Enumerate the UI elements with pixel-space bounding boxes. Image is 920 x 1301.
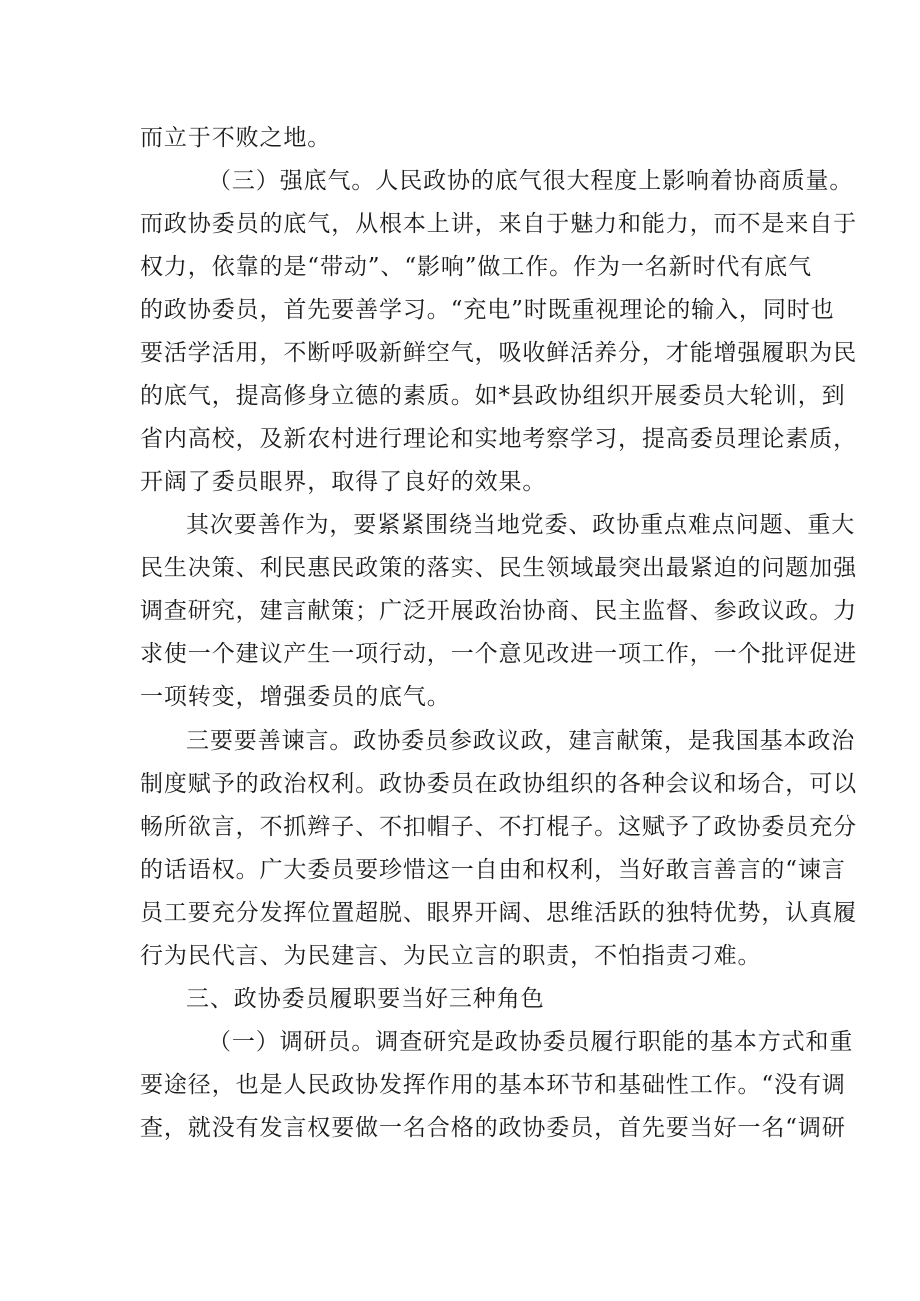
text-line: 畅所欲言，不抓辫子、不扣帽子、不打棍子。这赋予了政协委员充分 xyxy=(140,814,857,840)
paragraph-first-line: 其次要善作为，要紧紧围绕当地党委、政协重点难点问题、重大 xyxy=(186,512,856,538)
text-line: 行为民代言、为民建言、为民立言的职责，不怕指责刁难。 xyxy=(140,943,762,969)
text-line: 而立于不败之地。 xyxy=(140,125,332,151)
section-heading: 三、政协委员履职要当好三种角色 xyxy=(186,986,545,1012)
paragraph-heading-line: （三）强底气。人民政协的底气很大程度上影响着协商质量。 xyxy=(208,168,854,194)
text-line: 的底气，提高修身立德的素质。如*县政协组织开展委员大轮训，到 xyxy=(140,383,846,409)
text-line: 要活学活用，不断呼吸新鲜空气，吸收鲜活养分，才能增强履职为民 xyxy=(140,340,857,366)
text-line: 权力，依靠的是“带动”、“影响”做工作。作为一名新时代有底气 xyxy=(140,254,813,280)
text-line: 查，就没有发言权要做一名合格的政协委员，首先要当好一名“调研 xyxy=(140,1115,846,1141)
text-line: 省内高校，及新农村进行理论和实地考察学习，提高委员理论素质， xyxy=(140,426,857,452)
text-line: 制度赋予的政治权利。政协委员在政协组织的各种会议和场合，可以 xyxy=(140,771,857,797)
text-line: 而政协委员的底气，从根本上讲，来自于魅力和能力，而不是来自于 xyxy=(140,211,857,237)
text-line: 调查研究，建言献策；广泛开展政治协商、民主监督、参政议政。力 xyxy=(140,598,857,624)
text-line: 的话语权。广大委员要珍惜这一自由和权利，当好敢言善言的“谏言 xyxy=(140,857,846,883)
text-line: 开阔了委员眼界，取得了良好的效果。 xyxy=(140,469,547,495)
text-line: 民生决策、利民惠民政策的落实、民生领域最突出最紧迫的问题加强 xyxy=(140,555,857,581)
text-line: 一项转变，增强委员的底气。 xyxy=(140,684,451,710)
paragraph-first-line: 三要要善谏言。政协委员参政议政，建言献策，是我国基本政治 xyxy=(186,728,856,754)
text-line: 要途径，也是人民政协发挥作用的基本环节和基础性工作。“没有调 xyxy=(140,1072,846,1098)
text-line: 员工要充分发挥位置超脱、眼界开阔、思维活跃的独特优势，认真履 xyxy=(140,900,857,926)
paragraph-heading-line: （一）调研员。调查研究是政协委员履行职能的基本方式和重 xyxy=(208,1029,854,1055)
text-line: 求使一个建议产生一项行动，一个意见改进一项工作，一个批评促进 xyxy=(140,641,857,667)
text-line: 的政协委员，首先要善学习。“充电”时既重视理论的输入，同时也 xyxy=(140,297,835,323)
